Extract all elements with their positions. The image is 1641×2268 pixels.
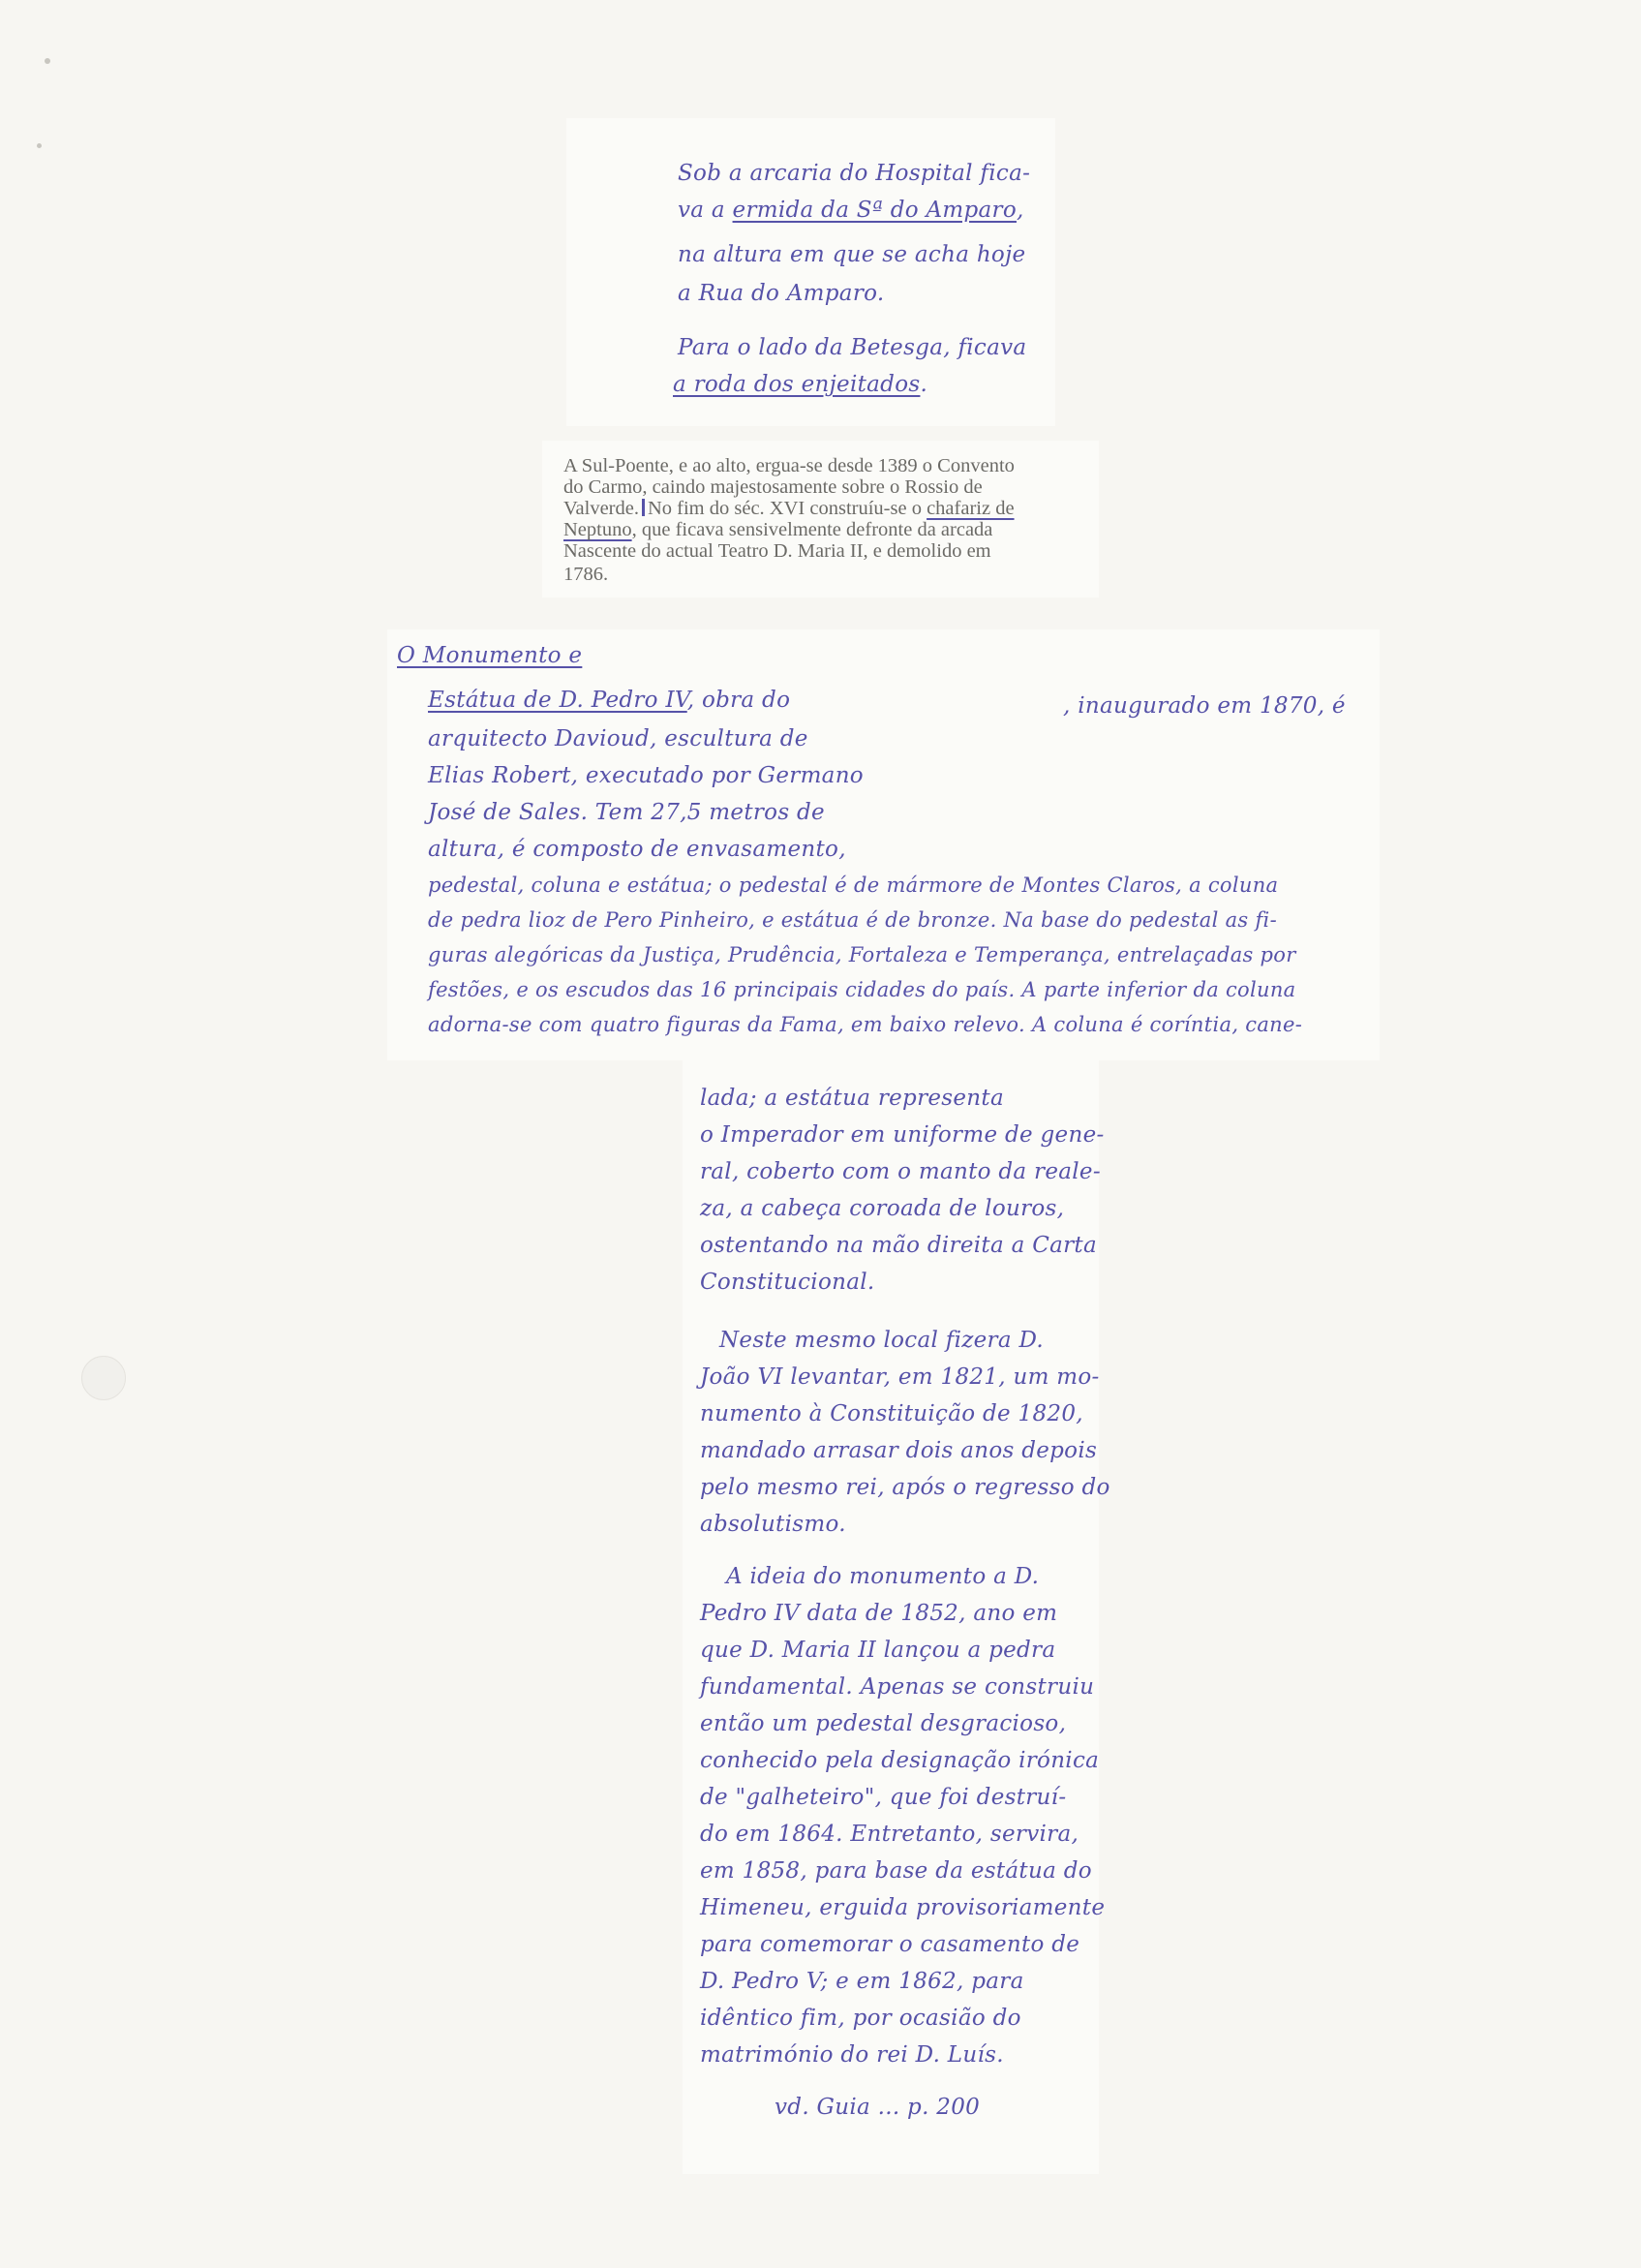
- note-line: então um pedestal desgracioso,: [700, 1711, 1067, 1736]
- section-heading: O Monumento e: [397, 643, 583, 668]
- note-line: Sob a arcaria do Hospital fica-: [678, 161, 1031, 186]
- reference-note: vd. Guia ... p. 200: [775, 2095, 981, 2120]
- note-line: absolutismo.: [700, 1512, 846, 1537]
- underlined-term: Neptuno: [563, 519, 632, 540]
- paper-speck: [37, 143, 42, 148]
- note-line: para comemorar o casamento de: [700, 1932, 1080, 1957]
- note-line: Pedro IV data de 1852, ano em: [700, 1601, 1058, 1626]
- note-line: Para o lado da Betesga, ficava: [678, 335, 1027, 360]
- note-line: A ideia do monumento a D.: [726, 1564, 1040, 1589]
- note-line: guras alegóricas da Justiça, Prudência, Fortaleza e Temperança, entrelaçadas por: [428, 943, 1296, 966]
- note-line: ostentando na mão direita a Carta: [700, 1233, 1097, 1258]
- print-line: do Carmo, caindo majestosamente sobre o Rossio de: [563, 476, 983, 498]
- note-line: João VI levantar, em 1821, um mo-: [700, 1364, 1100, 1390]
- print-text: No fim do séc. XVI construíu-se o: [647, 498, 927, 519]
- handwritten-slip-4: [683, 1060, 1110, 2174]
- paper-speck: [45, 58, 50, 64]
- note-line: numento à Constituição de 1820,: [700, 1401, 1083, 1426]
- print-line: [563, 520, 992, 540]
- note-line: fundamental. Apenas se construiu: [700, 1674, 1095, 1700]
- note-text: , obra do: [686, 688, 791, 713]
- note-line: za, a cabeça coroada de louros,: [700, 1196, 1065, 1221]
- note-line: que D. Maria II lançou a pedra: [700, 1638, 1056, 1663]
- print-line: A Sul-Poente, e ao alto, ergua-se desde 1389 o Convento: [563, 455, 1015, 476]
- printed-slip: [542, 441, 1099, 598]
- note-text: va a: [678, 198, 733, 223]
- note-line: o Imperador em uniforme de gene-: [700, 1122, 1105, 1148]
- note-line: Constitucional.: [700, 1270, 875, 1295]
- note-line: arquitecto Davioud, escultura de: [428, 726, 808, 751]
- note-line: do em 1864. Entretanto, servira,: [700, 1822, 1079, 1847]
- note-text: ,: [1016, 198, 1024, 223]
- note-line: pelo mesmo rei, após o regresso do: [700, 1475, 1110, 1500]
- handwritten-slip-3: [387, 629, 1380, 1060]
- note-line: [428, 690, 790, 712]
- note-line: pedestal, coluna e estátua; o pedestal é de mármore de Montes Claros, a coluna: [428, 873, 1279, 897]
- note-line: conhecido pela designação irónica: [700, 1748, 1100, 1773]
- underlined-term: chafariz de: [927, 498, 1015, 519]
- print-text: , que ficava sensivelmente defronte da arcada: [631, 519, 993, 540]
- handwritten-slip-1: [566, 118, 1055, 426]
- note-line: de pedra lioz de Pero Pinheiro, e estátua é de bronze. Na base do pedestal as fi-: [428, 908, 1277, 932]
- note-line: D. Pedro V; e em 1862, para: [700, 1969, 1024, 1994]
- punch-hole: [81, 1356, 126, 1400]
- note-text: .: [920, 372, 928, 397]
- underlined-term: a roda dos enjeitados: [673, 372, 921, 397]
- insertion-mark: [642, 499, 645, 516]
- note-line: Neste mesmo local fizera D.: [719, 1328, 1045, 1353]
- note-line: matrimónio do rei D. Luís.: [700, 2042, 1004, 2068]
- note-line: em 1858, para base da estátua do: [700, 1858, 1092, 1884]
- note-line: a Rua do Amparo.: [678, 281, 885, 306]
- note-line: altura, é composto de envasamento,: [428, 837, 846, 862]
- note-line: lada; a estátua representa: [700, 1086, 1004, 1111]
- note-line: Elias Robert, executado por Germano: [428, 763, 864, 788]
- margin-insertion: , inaugurado em 1870, é: [1063, 693, 1346, 719]
- note-line: idêntico fim, por ocasião do: [700, 2006, 1021, 2031]
- note-line: festões, e os escudos das 16 principais cidades do país. A parte inferior da coluna: [428, 978, 1296, 1001]
- note-line: ral, coberto com o manto da reale-: [700, 1159, 1101, 1184]
- note-line: mandado arrasar dois anos depois: [700, 1438, 1098, 1463]
- note-line: José de Sales. Tem 27,5 metros de: [428, 800, 825, 825]
- note-line: [678, 199, 1024, 222]
- underlined-term: Estátua de D. Pedro IV: [428, 688, 687, 713]
- note-line: de "galheteiro", que foi destruí-: [700, 1785, 1067, 1810]
- note-line: Himeneu, erguida provisoriamente: [700, 1895, 1106, 1920]
- print-line: [563, 499, 1015, 519]
- print-line: Nascente do actual Teatro D. Maria II, e demolido em: [563, 540, 991, 562]
- print-line: 1786.: [563, 564, 609, 585]
- underlined-term: ermida da Sª do Amparo: [732, 198, 1017, 223]
- note-line: adorna-se com quatro figuras da Fama, em baixo relevo. A coluna é coríntia, cane-: [428, 1013, 1303, 1036]
- note-line: na altura em que se acha hoje: [678, 242, 1026, 267]
- print-text: Valverde.: [563, 498, 639, 519]
- note-line: [673, 374, 927, 396]
